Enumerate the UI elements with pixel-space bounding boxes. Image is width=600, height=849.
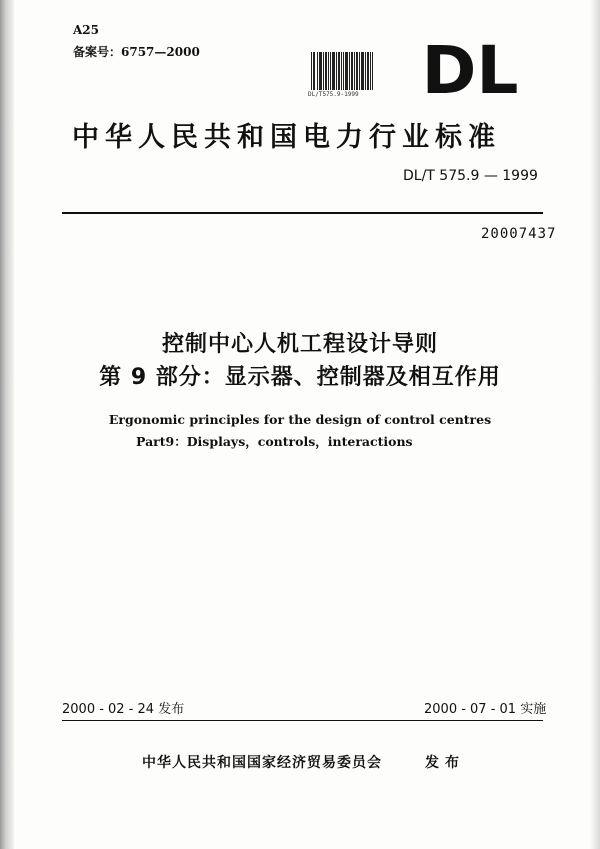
title-chinese-line-1: 控制中心人机工程设计导则 xyxy=(161,332,438,357)
implementation-date: 2000 - 07 - 01 实施 xyxy=(424,702,547,717)
issuing-authority: 中华人民共和国国家经济贸易委员会 xyxy=(142,755,382,771)
organization-title: 中华人民共和国电力行业标准 xyxy=(72,122,501,153)
issue-date: 2000 - 02 - 24 发布 xyxy=(62,702,185,717)
title-english-line-1: Ergonomic principles for the design of control centres xyxy=(108,412,492,427)
title-english-line-2: Part9：Displays，controls，interactions xyxy=(136,434,413,449)
classification-code: A25 xyxy=(73,23,100,37)
dl-logo-icon xyxy=(420,38,520,98)
standard-number: DL/T 575.9 — 1999 xyxy=(403,168,538,184)
footer-divider xyxy=(62,720,543,721)
barcode-caption: DL/T575.9-1999 xyxy=(308,91,359,98)
title-chinese-line-2: 第 9 部分：显示器、控制器及相互作用 xyxy=(99,365,501,390)
issuing-action: 发布 xyxy=(425,755,465,771)
stamp-number: 20007437 xyxy=(481,226,557,242)
header-divider xyxy=(62,212,543,214)
dl-logo-text: DL xyxy=(421,38,519,98)
filing-number: 备案号：6757—2000 xyxy=(73,45,200,59)
barcode-icon xyxy=(310,52,374,90)
